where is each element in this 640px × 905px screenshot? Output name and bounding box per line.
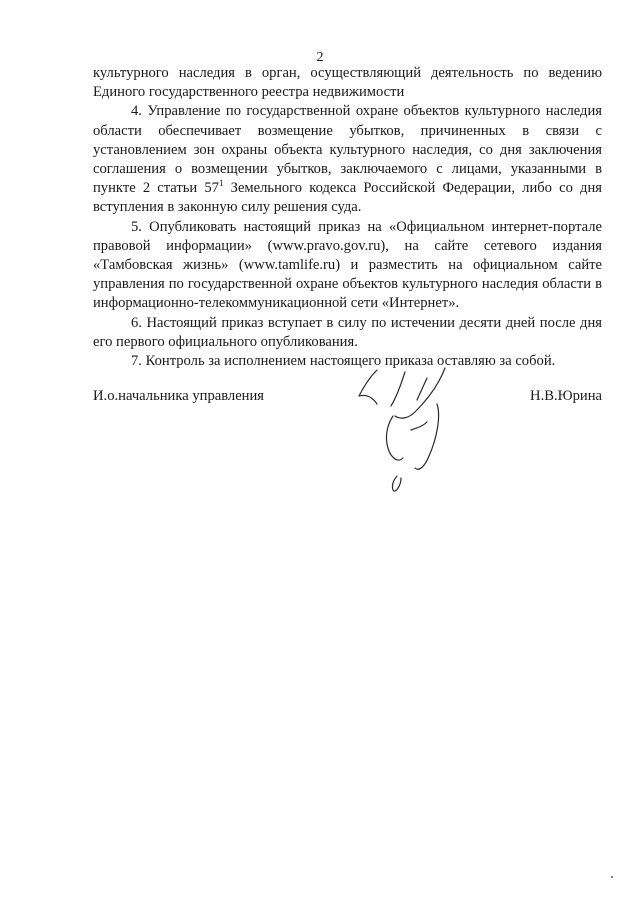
signatory-name: Н.В.Юрина <box>530 388 602 404</box>
document-body <box>93 64 602 371</box>
page-number: 2 <box>316 50 324 65</box>
signatory-position: И.о.начальника управления <box>93 388 265 404</box>
item-4-text-start: 4. Управление по государственной охране объектов культурного наследия области обеспечивает возмещение убытков, причиненных в связи с установлением зон охраны объекта культурного наследия, со дня заключения соглашения о возмещении убытков, заключаемого с лицами, указанными в пункте 2 статьи 57 <box>93 103 602 197</box>
handwritten-signature <box>345 360 485 500</box>
item-4-text-end: Земельного кодекса Российской Федерации, либо со дня вступления в законную силу решения суда. <box>93 180 602 216</box>
paragraph-item-7: 7. Контроль за исполнением настоящего приказа оставляю за собой. <box>131 353 556 370</box>
item-4-superscript: 1 <box>218 178 224 189</box>
paragraph-continuation: культурного наследия в орган, осуществляющий деятельность по ведению Единого государственного реестра недвижимости <box>93 65 602 101</box>
paragraph-item-6: 6. Настоящий приказ вступает в силу по истечении десяти дней после дня его первого официального опубликования. <box>93 314 602 350</box>
paragraph-item-4 <box>93 102 602 217</box>
paragraph-item-5: 5. Опубликовать настоящий приказ на «Официальном интернет-портале правовой информации» (www.pravo.gov.ru), на сайте сетевого издания «Тамбовская жизнь» (www.tamlife.ru) и разместить на официальном сайте управления по государственной охране объектов культурного наследия области в информационно-телекоммуникационной сети «Интернет». <box>93 218 602 312</box>
scan-mark <box>611 876 613 878</box>
